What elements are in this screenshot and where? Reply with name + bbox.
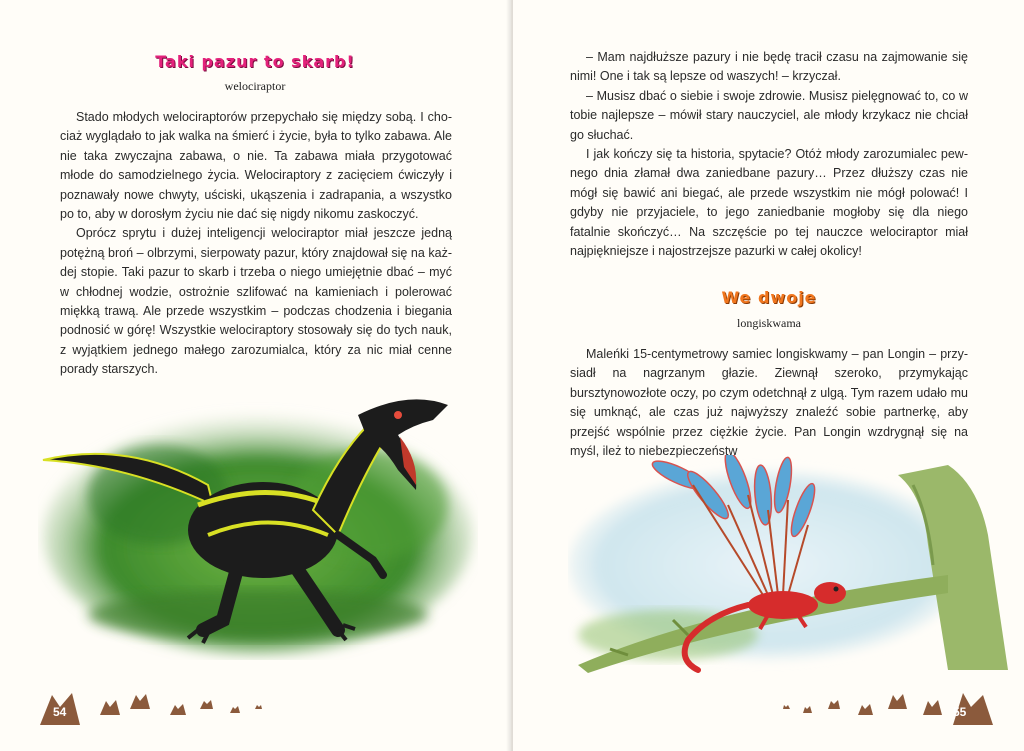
- footprint-decoration: [773, 685, 1008, 735]
- page-number: 54: [53, 705, 67, 719]
- chapter-heading: Taki pazur to skarb!: [155, 52, 355, 71]
- paragraph: Stado młodych welociraptorów przepychało się między sobą. I chociaż wyglądało to jak walka na śmierć i życie, była to tylko zabawa. Ale nie taka zwyczajna zabawa, o nie. Ta zabawa miała przygotować młode do samodzielnego życia. Welociraptory z zacięciem ćwiczyły i poznawały nowe chwyty, uściski, ukąszenia i zadrapania, a wszystko po to, aby w dorosłym życiu nie dać się nigdy nikomu zaskoczyć.: [60, 110, 452, 222]
- longisquama-illustration: [568, 455, 1024, 680]
- paragraph: Oprócz sprytu i dużej inteligencji welociraptor miał jeszcze jedną potężną broń – olbrzymi, sierpowaty pazur, który znajdował się na każdej stopie. Taki pazur to skarb i trzeba o niego umiejętnie dbać – myć w chłodnej wodzie, ostrożnie szlifować na kamieniach i polerować miękką trawą. Ale przede wszystkim – podczas chodzenia i biegania podnosić w górę! Wszystkie welociraptory stosowały się do tych nauk, z wyjątkiem jednego małego zarozumialca, który za nic miał cenne porady starszych.: [60, 226, 452, 377]
- paragraph: I jak kończy się ta historia, spytacie? Otóż młody zarozumialec pewnego dnia złamał dwa zaniedbane pazury… Przez dłuższy czas nie mógł się bawić ani biegać, ale przede wszystkim nie mógł polować! I gdyby nie przyjaciele, to jego zaniedbanie mogłoby się dla niego fatalnie skończyć… Na szczęście po tej nauczce welociraptor miał najpiękniejsze i najostrzejsze pazurki w całej okolicy!: [570, 147, 968, 259]
- chapter-subtitle: longiskwama: [737, 316, 801, 330]
- chapter-heading: We dwoje: [721, 288, 817, 307]
- chapter-subtitle: welociraptor: [224, 79, 286, 93]
- velociraptor-illustration: [38, 385, 478, 660]
- paragraph: Maleńki 15-centymetrowy samiec longiskwamy – pan Longin – przysiadł na nagrzanym głazie. Ziewnął szeroko, przymykając bursztynowozłote oczy, po czym odetchnął z ulgą. Tym razem udało mu się umknąć, ale czas już najwyższy znaleźć sobie partnerkę, aby przejść wspólnie przez ciężkie życie. Pan Longin wzdrygnął się na myśl, ileż to niebezpieczeństw: [570, 347, 968, 459]
- story-text: [60, 108, 452, 380]
- paragraph: – Mam najdłuższe pazury i nie będę tracił czasu na zajmowanie się nimi! One i tak są lepsze od waszych! – krzyczał.: [570, 50, 968, 84]
- page-right: [513, 0, 1024, 751]
- page-left: [0, 0, 511, 751]
- story-text: [570, 345, 968, 461]
- paragraph: – Musisz dbać o siebie i swoje zdrowie. Musisz pielęgnować to, co w tobie najlepsze – mówił stary nauczyciel, ale młody krzykacz nie chciał go słuchać.: [570, 88, 968, 142]
- story-text: [570, 48, 968, 261]
- footprint-decoration: [30, 685, 280, 735]
- page-number: 55: [953, 705, 967, 719]
